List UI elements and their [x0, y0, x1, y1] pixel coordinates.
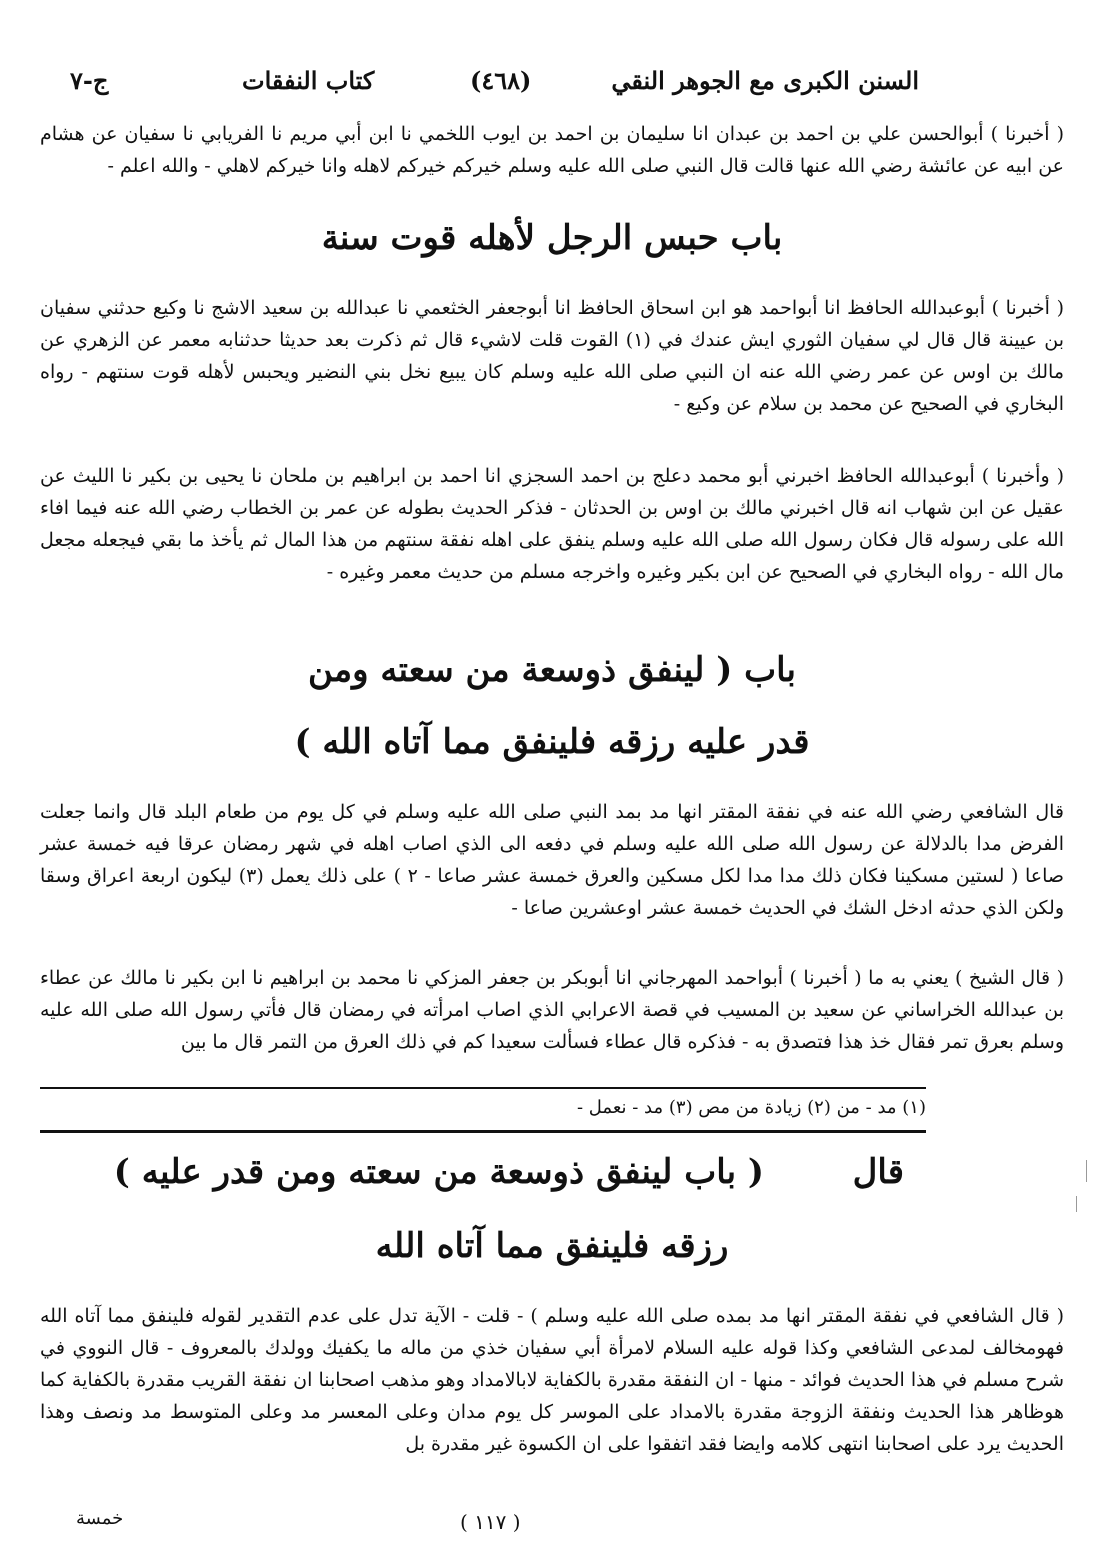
commentary-paragraph: ( قال الشافعي في نفقة المقتر انها مد بمده صلى الله عليه وسلم ) - قلت - الآية تدل على عدم التقدير لقوله فلينفق مما آتاه الله فهومخالف لمدعى الشافعي وكذا قوله عليه السلام لامرأة أبي سفيان خذي من ماله ما يكفيك وولدك بالمعروف - قال النووي في شرح مسلم في هذا الحديث فوائد - منها - ان النفقة مقدرة بالكفاية لابالامداد وهو مذهب اصحابنا ان نفقة القريب مقدرة بالكفاية كما هوظاهر هذا الحديث ونفقة الزوجة مقدرة بالامداد على الموسر كل يوم مدان وعلى المعسر مد وعلى المتوسط مد ونصف وهذا الحديث يرد على اصحابنا انتهى كلامه وايضا فقد اتفقوا على ان الكسوة غير مقدرة بل [40, 1305, 1064, 1455]
chapter-heading-2-line2: قدر عليه رزقه فلينفق مما آتاه الله ) [294, 722, 810, 762]
volume-label: ج-٧ [70, 66, 109, 95]
margin-mark [1086, 1160, 1087, 1182]
hadith-paragraph-3: ( وأخبرنا ) أبوعبدالله الحافظ اخبرني أبو محمد دعلج بن احمد السجزي انا احمد بن ابراهيم بن ملحان نا يحيى بن بكير نا الليث عن عقيل عن ابن شهاب انه قال اخبرني مالك بن اوس بن الحدثان - فذكر الحديث بطوله عن عمر بن الخطاب رضي الله عنه فيما افاء الله على رسوله قال فكان رسول الله صلى الله عليه وسلم ينفق على اهله نفقة سنتهم من هذا المال ثم يأخذ ما بقي فيجعله مجعل مال الله - رواه البخاري في الصحيح عن ابن بكير وغيره واخرجه مسلم من حديث معمر وغيره - [40, 465, 1064, 583]
shaykh-paragraph: ( قال الشيخ ) يعني به ما ( أخبرنا ) أبواحمد المهرجاني انا أبوبكر بن جعفر المزكي نا محمد بن ابراهيم نا ابن بكير نا مالك عن عطاء بن عبدالله الخراساني عن سعيد بن المسيب في قصة الاعرابي الذي اصاب امرأته في رمضان قال فأتي رسول الله صلى الله عليه وسلم بعرق تمر فقال خذ هذا فتصدق به - فذكره قال عطاء فسألت سعيدا كم في ذلك العرق من التمر قال ما بين [40, 967, 1064, 1053]
footnotes: (١) مد - من (٢) زيادة من مص (٣) مد - نعمل - [576, 1097, 926, 1118]
commentary-qal: قال [852, 1152, 904, 1192]
catchword: خمسة [76, 1508, 124, 1529]
commentary-heading [40, 1142, 1064, 1202]
page-number: (٤٦٨) [470, 66, 532, 95]
running-header [70, 66, 919, 106]
commentary-heading-line2: رزقه فلينفق مما آتاه الله [375, 1226, 729, 1266]
chapter-heading-2-line1: باب ( لينفق ذوسعة من سعته ومن [307, 650, 797, 690]
hadith-paragraph-2: ( أخبرنا ) أبوعبدالله الحافظ انا أبواحمد هو ابن اسحاق الحافظ انا أبوجعفر الخثعمي نا عبدالله بن سعيد الاشج نا وكيع حدثني سفيان بن عيينة قال قال لي سفيان الثوري ايش عندك في (١) القوت قلت لاشيء قال ثم ذكرت بعد حديثا حدثنابه معمر عن الزهري عن مالك بن اوس عن عمر رضي الله عنه ان النبي صلى الله عليه وسلم كان يبيع نخل بني النضير ويحبس لأهله قوت سنتهم - رواه البخاري في الصحيح عن محمد بن سلام عن وكيع - [40, 297, 1064, 415]
chapter-heading-1: باب حبس الرجل لأهله قوت سنة [321, 218, 783, 258]
shafii-paragraph: قال الشافعي رضي الله عنه في نفقة المقتر انها مد بمد النبي صلى الله عليه وسلم في كل يوم من طعام البلد قال وانما جعلت الفرض مدا بالدلالة عن رسول الله صلى الله عليه وسلم في دفعه الى الذي اصاب اهله في شهر رمضان عرقا فيه خمسة عشر صاعا ( لستين مسكينا فكان ذلك مدا مدا لكل مسكين والعرق خمسة عشر صاعا - ٢ ) على ذلك يعمل (٣) ليكون اربعة اعراق وسقا ولكن الذي حدثه ادخل الشك في الحديث خمسة عشر اوعشرين صاعا - [40, 801, 1064, 919]
footnote-rule [40, 1087, 926, 1089]
margin-mark [1076, 1196, 1077, 1212]
book-title: كتاب النفقات [242, 66, 375, 95]
commentary-rule [40, 1130, 926, 1133]
work-title: السنن الكبرى مع الجوهر النقي [611, 66, 919, 95]
bottom-page-number: ( ١١٧ ) [460, 1510, 521, 1534]
commentary-title: ( باب لينفق ذوسعة من سعته ومن قدر عليه ) [113, 1152, 764, 1192]
hadith-paragraph-1: ( أخبرنا ) أبوالحسن علي بن احمد بن عبدان انا سليمان بن احمد بن ايوب اللخمي نا ابن أبي مريم نا الفريابي نا سفيان عن هشام عن ابيه عن عائشة رضي الله عنها قالت قال النبي صلى الله عليه وسلم خيركم خيركم لاهله وانا خيركم لاهلي - والله اعلم - [40, 123, 1064, 177]
